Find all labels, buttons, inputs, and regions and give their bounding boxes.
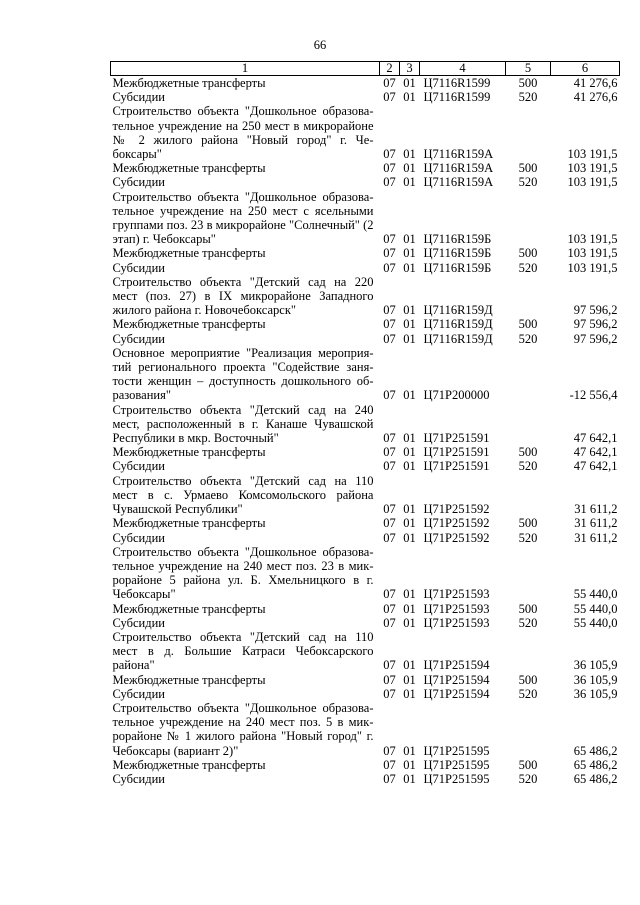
table-row [111,516,620,530]
table-row [111,630,620,673]
row-name: Субсидии [112,771,165,786]
row-target-code: Ц7116R159А [423,161,494,176]
table-row [111,758,620,772]
table-row [111,403,620,446]
row-expense-type [506,630,551,673]
row-subsection: 01 [403,90,416,105]
row-name: Межбюджетные трансферты [112,672,266,687]
row-expense-type [506,275,551,318]
row-name: Субсидии [112,615,165,630]
row-expense-type: 500 [518,601,538,616]
row-name: Межбюджетные трансферты [112,246,266,261]
row-target-code: Ц71Р251591 [423,445,490,460]
row-amount: 97 596,2 [573,331,618,346]
row-subsection: 01 [403,743,416,758]
row-subsection: 01 [403,260,416,275]
row-amount: 97 596,2 [573,303,618,318]
row-target-code: Ц71Р251595 [423,757,490,772]
row-name: Строительство объекта "Детский сад на 240 мест, расположенный в г. Канаше Чувашской Республики в мкр. Восточный" [112,402,374,446]
row-name: Строительство объекта "Дошкольное образовательное учреждение на 240 мест поз. 5 в микрорайоне № 1 жилого района "Новый город" г. Чебоксары (вариант 2)" [112,700,374,758]
row-name: Межбюджетные трансферты [112,757,266,772]
row-name: Субсидии [112,175,165,190]
row-target-code: Ц71Р251593 [423,601,490,616]
column-header-section: 2 [380,62,400,76]
row-section: 07 [383,175,396,190]
row-section: 07 [383,771,396,786]
table-row [111,275,620,318]
row-name: Строительство объекта "Дошкольное образовательное учреждение на 240 мест поз. 23 в микрорайоне 5 района ул. Б. Хмельницкого в г. Чебоксары" [112,544,374,602]
row-section: 07 [383,530,396,545]
row-expense-type: 520 [518,459,538,474]
row-subsection: 01 [403,76,416,90]
table-row [111,459,620,473]
row-section: 07 [383,161,396,176]
table-header [111,62,620,76]
table-row [111,90,620,104]
row-expense-type: 520 [518,530,538,545]
row-section: 07 [383,232,396,247]
row-section: 07 [383,672,396,687]
row-target-code: Ц71Р251595 [423,743,490,758]
table-row [111,531,620,545]
row-subsection: 01 [403,672,416,687]
row-amount: 97 596,2 [573,317,618,332]
row-expense-type: 500 [518,672,538,687]
row-expense-type: 500 [518,516,538,531]
table-row [111,261,620,275]
row-target-code: Ц71Р251594 [423,672,490,687]
row-subsection: 01 [403,232,416,247]
row-amount: 65 486,2 [573,757,618,772]
row-target-code: Ц71Р251591 [423,431,490,446]
table-row [111,346,620,403]
row-amount: 36 105,9 [573,658,618,673]
row-target-code: Ц7116R159Б [423,260,492,275]
row-expense-type [506,403,551,446]
row-name: Субсидии [112,459,165,474]
row-section: 07 [383,303,396,318]
row-subsection: 01 [403,431,416,446]
row-target-code: Ц71Р251592 [423,502,490,517]
row-amount: 103 191,5 [567,147,618,162]
row-target-code: Ц71Р200000 [423,388,490,403]
table-row [111,317,620,331]
row-expense-type [506,104,551,161]
row-target-code: Ц71Р251593 [423,615,490,630]
row-expense-type: 520 [518,771,538,786]
row-name: Межбюджетные трансферты [112,445,266,460]
row-section: 07 [383,431,396,446]
row-section: 07 [383,743,396,758]
row-section: 07 [383,90,396,105]
table-row [111,445,620,459]
row-amount: 103 191,5 [567,175,618,190]
row-name: Межбюджетные трансферты [112,161,266,176]
column-header-expense-type: 5 [506,62,551,76]
row-subsection: 01 [403,686,416,701]
row-amount: 103 191,5 [567,246,618,261]
table-row [111,161,620,175]
row-section: 07 [383,445,396,460]
row-target-code: Ц7116R159Д [423,331,493,346]
header-row [111,62,620,76]
row-expense-type: 520 [518,615,538,630]
table-row [111,246,620,260]
row-expense-type: 500 [518,317,538,332]
row-amount: 55 440,0 [573,587,618,602]
table-row [111,104,620,161]
row-subsection: 01 [403,147,416,162]
row-target-code: Ц71Р251592 [423,516,490,531]
row-amount: 103 191,5 [567,161,618,176]
row-subsection: 01 [403,388,416,403]
row-amount: 31 611,2 [574,516,618,531]
row-expense-type [506,701,551,758]
row-subsection: 01 [403,757,416,772]
row-amount: 31 611,2 [574,502,618,517]
row-target-code: Ц71Р251595 [423,771,490,786]
row-amount: 65 486,2 [573,743,618,758]
row-section: 07 [383,317,396,332]
row-amount: 31 611,2 [574,530,618,545]
row-target-code: Ц71Р251592 [423,530,490,545]
row-expense-type: 520 [518,175,538,190]
row-name: Субсидии [112,686,165,701]
table-body [111,76,620,787]
row-expense-type: 500 [518,246,538,261]
table-row [111,673,620,687]
row-expense-type: 520 [518,260,538,275]
row-expense-type [506,474,551,517]
row-subsection: 01 [403,331,416,346]
table-row [111,190,620,247]
row-expense-type: 500 [518,445,538,460]
row-subsection: 01 [403,530,416,545]
row-section: 07 [383,587,396,602]
row-section: 07 [383,76,396,90]
row-amount: 47 642,1 [573,459,618,474]
row-name: Строительство объекта "Дошкольное образовательное учреждение на 250 мест с ясельными группами поз. 23 в микрорайоне "Солнечный" (2 этап) г. Чебоксары" [112,189,374,247]
table-row [111,701,620,758]
row-expense-type [506,190,551,247]
row-amount: 36 105,9 [573,672,618,687]
row-name: Субсидии [112,530,165,545]
table-row [111,175,620,189]
row-amount: 36 105,9 [573,686,618,701]
row-expense-type [506,346,551,403]
row-amount: 65 486,2 [573,771,618,786]
table-row [111,76,620,91]
column-header-target-code: 4 [420,62,506,76]
row-expense-type: 500 [518,757,538,772]
row-section: 07 [383,260,396,275]
row-name: Межбюджетные трансферты [112,516,266,531]
table-row [111,616,620,630]
row-subsection: 01 [403,615,416,630]
row-name: Субсидии [112,260,165,275]
row-subsection: 01 [403,445,416,460]
row-subsection: 01 [403,317,416,332]
column-header-subsection: 3 [400,62,420,76]
table-row [111,545,620,602]
column-header-name: 1 [111,62,380,76]
row-expense-type: 520 [518,90,538,105]
row-subsection: 01 [403,502,416,517]
row-expense-type: 500 [518,161,538,176]
table-row [111,772,620,786]
row-subsection: 01 [403,175,416,190]
row-expense-type: 520 [518,686,538,701]
row-target-code: Ц7116R159А [423,147,494,162]
page-number: 66 [313,38,327,52]
table-row [111,687,620,701]
table-row [111,332,620,346]
row-name: Строительство объекта "Детский сад на 110 мест в с. Урмаево Комсомольского района Чувашской Республики" [112,473,374,517]
row-section: 07 [383,388,396,403]
row-section: 07 [383,516,396,531]
row-section: 07 [383,459,396,474]
row-section: 07 [383,686,396,701]
row-name: Межбюджетные трансферты [112,601,266,616]
row-target-code: Ц7116R159А [423,175,494,190]
row-subsection: 01 [403,459,416,474]
row-name: Строительство объекта "Детский сад на 220 мест (поз. 27) в IX микрорайоне Западного жилого района г. Новочебоксарск" [112,274,374,318]
row-amount: 41 276,6 [573,90,618,105]
row-subsection: 01 [403,771,416,786]
row-amount: 55 440,0 [573,601,618,616]
row-subsection: 01 [403,601,416,616]
row-target-code: Ц7116R1599 [423,90,491,105]
row-target-code: Ц7116R159Д [423,303,493,318]
row-amount: 55 440,0 [573,615,618,630]
row-name: Межбюджетные трансферты [112,76,266,90]
row-target-code: Ц71Р251593 [423,587,490,602]
row-section: 07 [383,615,396,630]
row-section: 07 [383,658,396,673]
row-target-code: Ц7116R159Б [423,246,492,261]
row-amount: 41 276,6 [573,76,618,90]
row-name: Строительство объекта "Детский сад на 110 мест в д. Большие Катраси Чебоксарского района" [112,629,374,673]
row-subsection: 01 [403,303,416,318]
row-subsection: 01 [403,246,416,261]
row-section: 07 [383,246,396,261]
row-subsection: 01 [403,161,416,176]
row-section: 07 [383,757,396,772]
table-row [111,474,620,517]
row-target-code: Ц71Р251594 [423,658,490,673]
row-amount: 103 191,5 [567,232,618,247]
row-name: Основное мероприятие "Реализация мероприятий регионального проекта "Содействие занятости женщин – доступность дошкольного образования" [112,345,374,403]
budget-table [110,61,620,786]
row-section: 07 [383,502,396,517]
row-subsection: 01 [403,658,416,673]
row-name: Строительство объекта "Дошкольное образовательное учреждение на 250 мест в микрорайоне № 2 жилого района "Новый город" г. Чебоксары" [112,104,374,162]
row-expense-type [506,545,551,602]
row-target-code: Ц7116R159Д [423,317,493,332]
row-section: 07 [383,601,396,616]
row-amount: 47 642,1 [573,431,618,446]
row-target-code: Ц71Р251591 [423,459,490,474]
row-target-code: Ц7116R1599 [423,76,491,90]
row-target-code: Ц71Р251594 [423,686,490,701]
row-name: Субсидии [112,331,165,346]
row-subsection: 01 [403,587,416,602]
row-section: 07 [383,331,396,346]
table-row [111,602,620,616]
row-section: 07 [383,147,396,162]
column-header-amount: 6 [551,62,620,76]
row-amount: 47 642,1 [573,445,618,460]
row-name: Субсидии [112,90,165,105]
row-amount: 103 191,5 [567,260,618,275]
row-expense-type: 500 [518,76,538,90]
row-amount: -12 556,4 [569,388,618,403]
row-subsection: 01 [403,516,416,531]
row-target-code: Ц7116R159Б [423,232,492,247]
row-name: Межбюджетные трансферты [112,317,266,332]
row-expense-type: 520 [518,331,538,346]
